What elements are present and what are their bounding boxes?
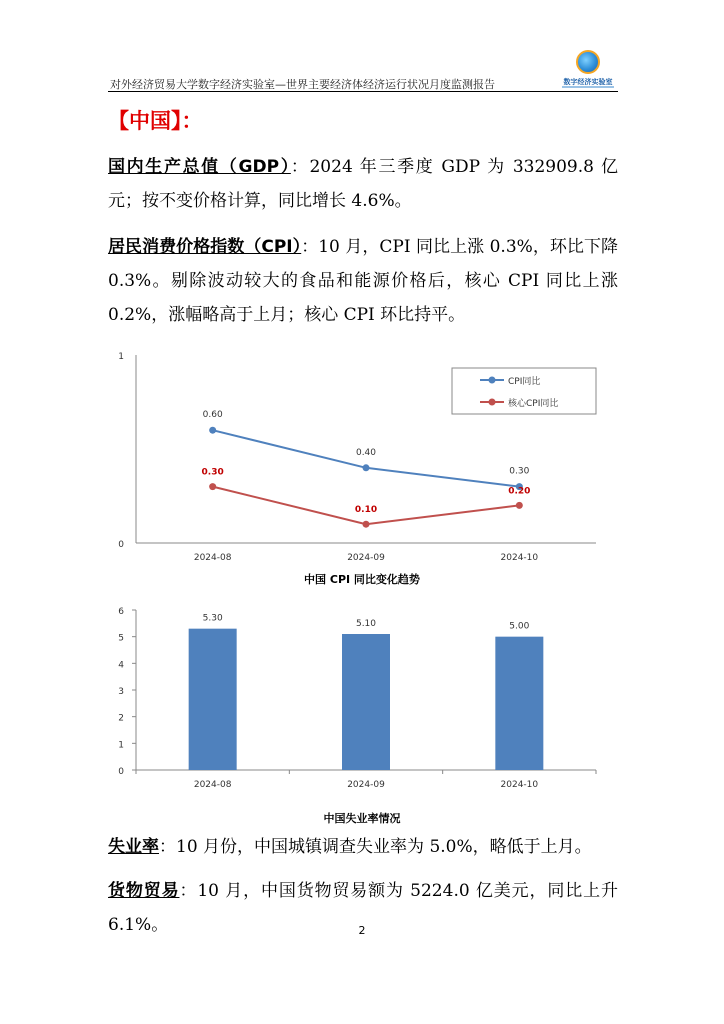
cpi-x-tick-label: 2024-10 — [500, 553, 539, 563]
unemployment-bar-chart — [0, 598, 724, 798]
cpi-data-label: 0.40 — [355, 447, 377, 458]
logo-text: 数字经济实验室 — [563, 78, 613, 86]
cpi-data-point — [209, 427, 216, 434]
cpi-legend-marker — [489, 377, 496, 384]
unemployment-y-tick-label: 3 — [118, 687, 124, 697]
unemployment-data-label: 5.00 — [509, 621, 530, 632]
unemployment-bar — [189, 629, 237, 770]
unemployment-y-tick-label: 0 — [118, 767, 124, 777]
unemployment-chart-layer — [118, 607, 596, 790]
cpi-data-label: 0.10 — [354, 505, 378, 516]
cpi-legend-label: 核心CPI同比 — [508, 399, 559, 409]
lab-logo — [560, 50, 616, 90]
header-text: 对外经济贸易大学数字经济实验室—世界主要经济体经济运行状况月度监测报告 — [110, 78, 495, 91]
cpi-data-point — [209, 483, 216, 490]
cpi-y-tick-label: 1 — [118, 352, 124, 362]
cpi-data-point — [363, 521, 370, 528]
cpi-body: ：10 月，CPI 同比上涨 0.3%，环比下降 0.3%。剔除波动较大的食品和能源价格后，核心 CPI 同比上涨 0.2%，涨幅略高于上月；核心 CPI 环比持平。 — [108, 237, 618, 325]
unemployment-key: 失业率 — [108, 837, 159, 857]
cpi-data-point — [516, 502, 523, 509]
cpi-data-label: 0.30 — [201, 467, 224, 478]
cpi-x-tick-label: 2024-09 — [347, 553, 385, 563]
unemployment-x-tick-label: 2024-09 — [347, 780, 385, 790]
unemployment-bar — [495, 637, 543, 770]
cpi-y-tick-label: 0 — [118, 540, 124, 550]
cpi-data-label: 0.30 — [509, 466, 530, 477]
trade-key: 货物贸易 — [108, 881, 180, 901]
cpi-paragraph — [108, 230, 618, 332]
unemployment-x-tick-label: 2024-08 — [193, 780, 232, 790]
globe-icon — [576, 50, 600, 74]
unemployment-paragraph — [108, 830, 618, 864]
unemployment-y-tick-label: 6 — [118, 607, 124, 617]
unemployment-chart-caption: 中国失业率情况 — [323, 812, 401, 825]
cpi-series-line-0 — [213, 430, 520, 486]
cpi-key: 居民消费价格指数（CPI） — [108, 237, 302, 257]
page-number: 2 — [358, 924, 366, 937]
gdp-paragraph — [108, 150, 618, 218]
unemployment-y-tick-label: 5 — [118, 633, 124, 644]
cpi-legend-label: CPI同比 — [508, 377, 541, 387]
unemployment-bar — [342, 634, 390, 770]
cpi-x-tick-label: 2024-08 — [193, 553, 232, 563]
cpi-chart-layer — [118, 352, 596, 563]
logo-underline — [562, 86, 614, 88]
section-title: 【中国】： — [108, 109, 203, 133]
unemployment-x-tick-label: 2024-10 — [500, 780, 539, 790]
unemployment-y-tick-label: 4 — [118, 660, 124, 671]
trade-body: ：10 月，中国货物贸易额为 5224.0 亿美元，同比上升 6.1%。 — [108, 881, 618, 935]
unemployment-data-label: 5.10 — [355, 619, 377, 629]
header-rule — [108, 91, 618, 92]
page-header — [108, 48, 618, 92]
gdp-body: ：2024 年三季度 GDP 为 332909.8 亿元；按不变价格计算，同比增长 4.6%。 — [108, 157, 618, 211]
gdp-key: 国内生产总值（GDP） — [108, 157, 291, 177]
cpi-data-label: 0.20 — [508, 486, 531, 497]
unemployment-body: ：10 月份，中国城镇调查失业率为 5.0%，略低于上月。 — [159, 837, 592, 857]
unemployment-y-tick-label: 1 — [118, 740, 124, 751]
cpi-data-label: 0.60 — [202, 410, 223, 421]
cpi-legend-marker — [489, 399, 496, 406]
cpi-chart-caption: 中国 CPI 同比变化趋势 — [304, 573, 420, 586]
unemployment-y-tick-label: 2 — [118, 713, 124, 724]
cpi-data-point — [363, 464, 370, 471]
cpi-line-chart — [0, 340, 724, 580]
unemployment-data-label: 5.30 — [202, 613, 223, 624]
